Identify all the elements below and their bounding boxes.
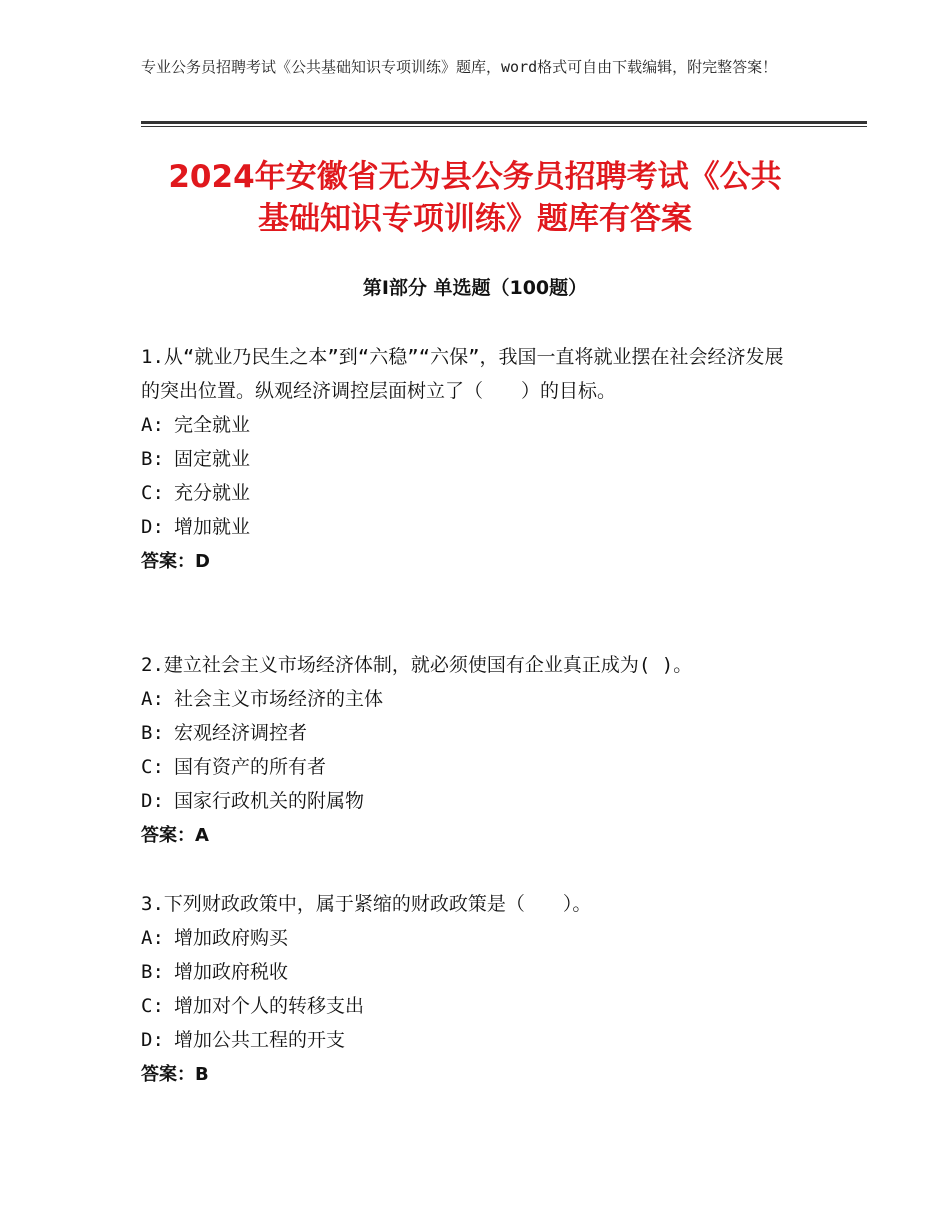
- option-letter: B:: [141, 722, 164, 744]
- answer-label: 答案：: [141, 825, 195, 846]
- section-heading: 第Ⅰ部分 单选题（100题）: [362, 277, 588, 299]
- option-letter: B:: [141, 961, 164, 983]
- option-letter: D:: [141, 516, 164, 538]
- document-title-line-2: 基础知识专项训练》题库有答案: [258, 201, 692, 237]
- question-stem: 1.从“就业乃民生之本”到“六稳”“六保”，我国一直将就业摆在社会经济发展的突出位置。纵观经济调控层面树立了（ ）的目标。: [141, 346, 784, 402]
- option-letter: C:: [141, 756, 164, 778]
- option-text: 固定就业: [174, 448, 251, 470]
- option-text: 增加对个人的转移支出: [174, 995, 365, 1017]
- answer-value: D: [195, 551, 210, 572]
- question-2: [141, 648, 801, 854]
- answer-line: [141, 544, 801, 580]
- option-letter: D:: [141, 1029, 164, 1051]
- document-title-line-1: 2024年安徽省无为县公务员招聘考试《公共: [168, 159, 782, 195]
- header-note: 专业公务员招聘考试《公共基础知识专项训练》题库，word格式可自由下载编辑，附完整答案！: [141, 58, 778, 76]
- option-b: [141, 955, 801, 989]
- option-b: [141, 442, 801, 476]
- header-divider-thin: [141, 126, 867, 127]
- answer-value: B: [195, 1064, 209, 1085]
- option-d: [141, 784, 801, 818]
- option-text: 增加就业: [174, 516, 251, 538]
- option-text: 增加政府购买: [174, 927, 289, 949]
- answer-value: A: [195, 825, 209, 846]
- option-letter: A:: [141, 688, 164, 710]
- question-3: [141, 887, 801, 1093]
- option-letter: A:: [141, 927, 164, 949]
- option-a: [141, 408, 801, 442]
- option-b: [141, 716, 801, 750]
- option-text: 宏观经济调控者: [174, 722, 308, 744]
- answer-line: [141, 1057, 801, 1093]
- option-a: [141, 921, 801, 955]
- option-c: [141, 750, 801, 784]
- option-letter: A:: [141, 414, 164, 436]
- option-d: [141, 510, 801, 544]
- answer-label: 答案：: [141, 551, 195, 572]
- option-c: [141, 989, 801, 1023]
- option-letter: D:: [141, 790, 164, 812]
- option-c: [141, 476, 801, 510]
- header-divider-thick: [141, 121, 867, 124]
- option-text: 充分就业: [174, 482, 251, 504]
- option-text: 社会主义市场经济的主体: [174, 688, 384, 710]
- option-a: [141, 682, 801, 716]
- option-text: 国有资产的所有者: [174, 756, 327, 778]
- document-title: [120, 156, 830, 240]
- question-stem: 2.建立社会主义市场经济体制，就必须使国有企业真正成为( )。: [141, 654, 693, 676]
- option-letter: C:: [141, 482, 164, 504]
- question-1: [141, 340, 801, 580]
- option-text: 完全就业: [174, 414, 251, 436]
- option-text: 国家行政机关的附属物: [174, 790, 365, 812]
- answer-label: 答案：: [141, 1064, 195, 1085]
- answer-line: [141, 818, 801, 854]
- option-d: [141, 1023, 801, 1057]
- option-text: 增加公共工程的开支: [174, 1029, 346, 1051]
- question-stem: 3.下列财政政策中，属于紧缩的财政政策是（ ）。: [141, 893, 592, 915]
- option-letter: B:: [141, 448, 164, 470]
- option-letter: C:: [141, 995, 164, 1017]
- option-text: 增加政府税收: [174, 961, 289, 983]
